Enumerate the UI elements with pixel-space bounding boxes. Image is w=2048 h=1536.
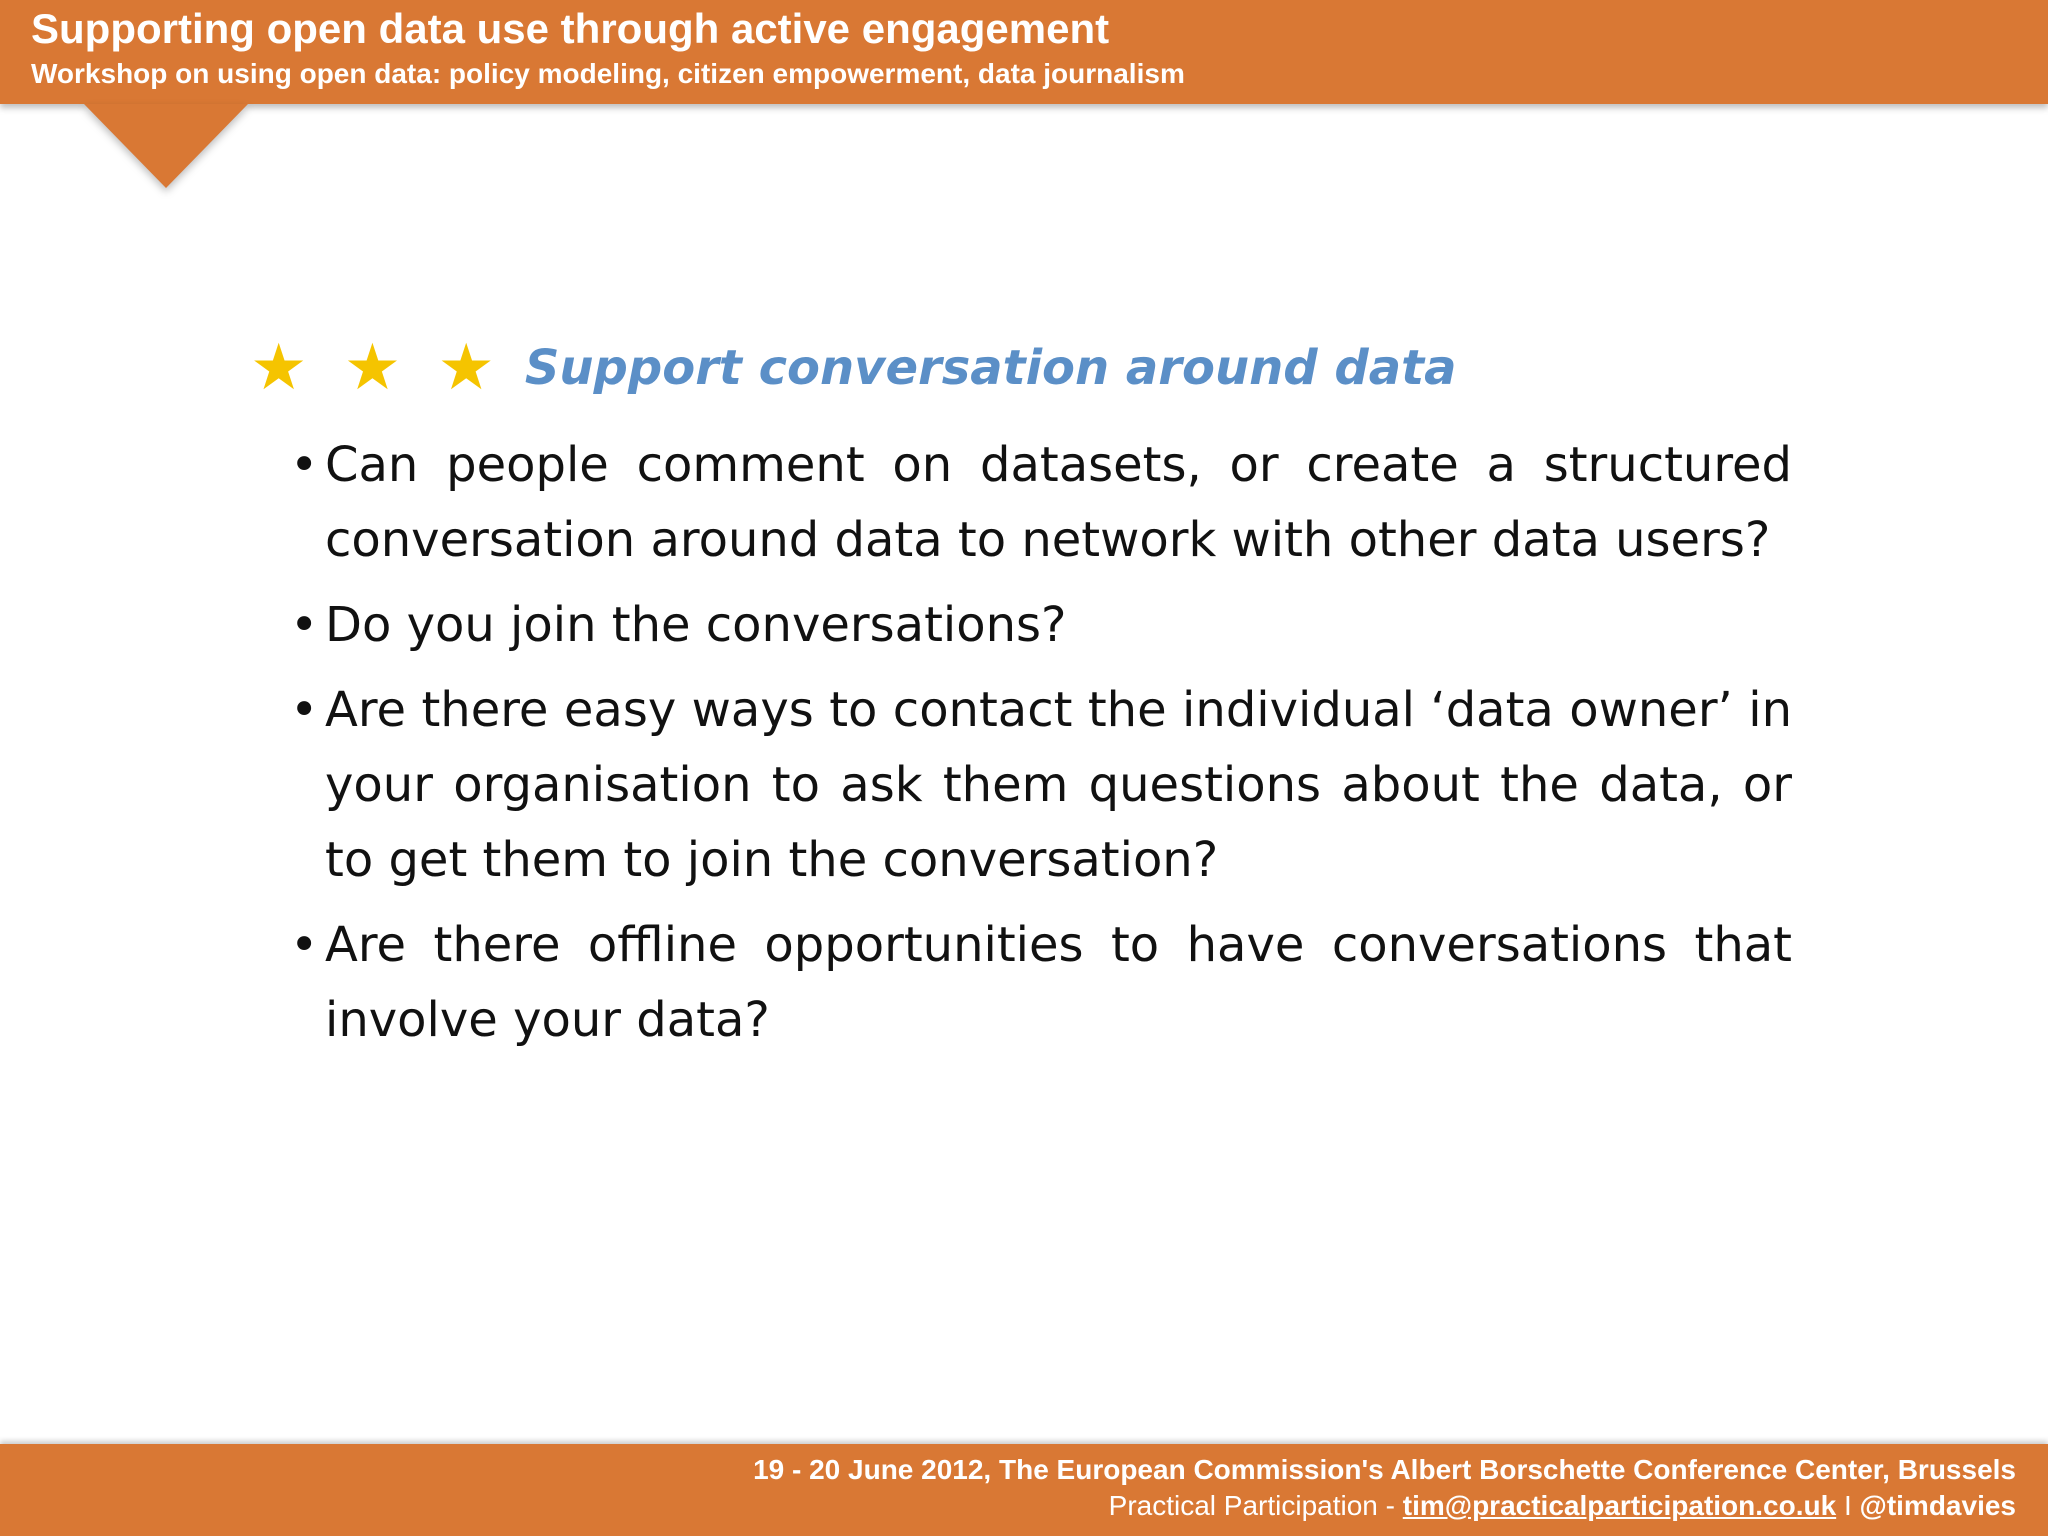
section-heading xyxy=(250,330,1456,406)
header-pointer xyxy=(84,104,248,188)
bullet-item xyxy=(290,908,1792,1058)
bullet-item xyxy=(290,588,1792,663)
footer-event-info: 19 - 20 June 2012, The European Commission's Albert Borschette Conference Center, Brussels xyxy=(753,1454,2016,1485)
bullet-text: Do you join the conversations? xyxy=(325,597,1067,653)
bullet-text: Are there offline opportunities to have conversations that involve your data? xyxy=(325,917,1792,1048)
bullet-dot-icon: • xyxy=(290,597,319,653)
footer-separator: I xyxy=(1836,1490,1860,1521)
bullet-dot-icon: • xyxy=(290,437,319,493)
bullet-text: Are there easy ways to contact the individual ‘data owner’ in your organisation to ask them questions about the data, or to get them to join the conversation? xyxy=(325,682,1792,888)
footer-email-link[interactable]: tim@practicalparticipation.co.uk xyxy=(1402,1490,1837,1521)
slide-title: Supporting open data use through active engagement xyxy=(31,5,1110,52)
footer-twitter-handle: @timdavies xyxy=(1859,1490,2016,1521)
bullet-text: Can people comment on datasets, or create a structured conversation around data to network with other data users? xyxy=(325,437,1792,568)
bullet-item xyxy=(290,673,1792,898)
bullet-item xyxy=(290,428,1792,578)
bullet-list xyxy=(290,428,1792,1068)
footer-org: Practical Participation - xyxy=(1108,1490,1403,1521)
section-title: Support conversation around data xyxy=(524,340,1457,396)
footer-contact xyxy=(1109,1488,2016,1524)
bullet-dot-icon: • xyxy=(290,682,319,738)
three-star-icon: ★ ★ ★ xyxy=(250,331,503,405)
slide-subtitle: Workshop on using open data: policy modeling, citizen empowerment, data journalism xyxy=(31,58,1185,89)
bullet-dot-icon: • xyxy=(290,917,319,973)
